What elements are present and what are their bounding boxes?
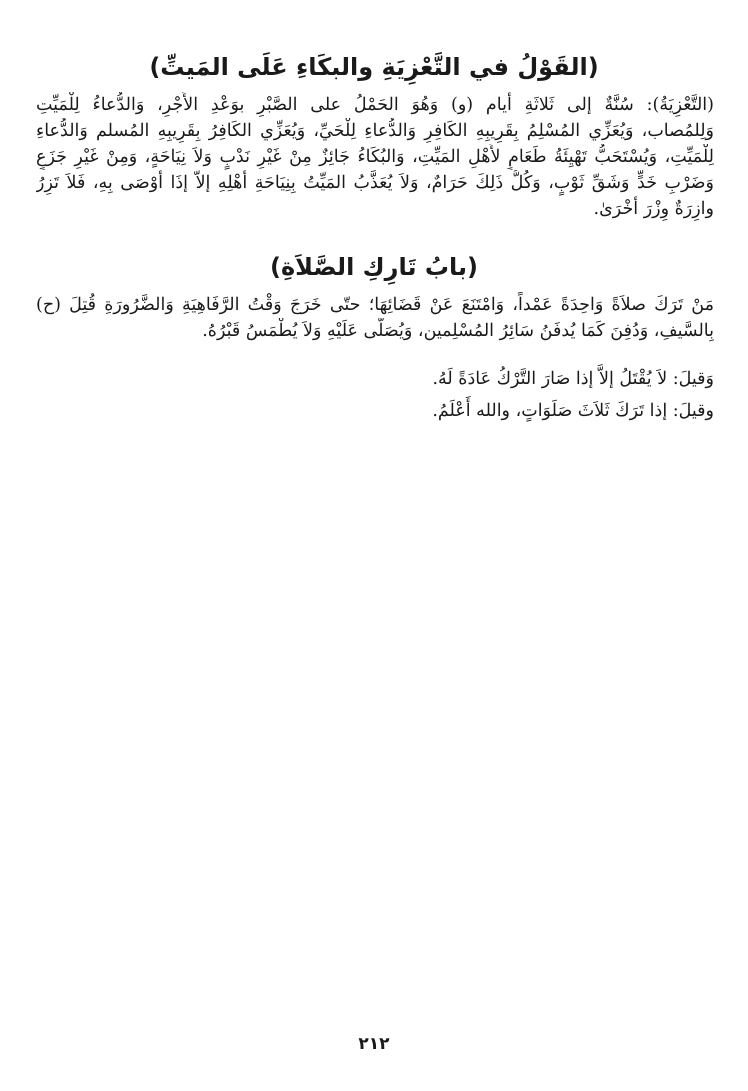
text-line: وَضَرْبِ خَدٍّ وَشَقِّ ثَوْبٍ، وَكُلُّ ذَلِكَ حَرَامٌ، وَلاَ يُعَذَّبُ المَيِّتُ بِنِيَاحَةِ أَهْلِهِ إلاَّ إذَا أَوْصَى بِهِ، فَلاَ تَزِرُ (36, 173, 714, 193)
paragraph-prayer-abandoner (36, 292, 714, 344)
paragraph-condolence (36, 92, 714, 222)
text-line: لِلْمَيِّتِ، وَيُسْتَحَبُّ تَهْيِئَةُ طَعَامٍ لأَهْلِ المَيِّتِ، وَالبُكَاءُ جَائِزٌ مِنْ غَيْرِ نَدْبٍ وَلاَ نِيَاحَةٍ، وَمِنْ غَيْرِ جَزَعٍ (36, 147, 714, 167)
section-heading-condolence: (القَوْلُ في التَّعْزِيَةِ والبكَاءِ عَلَى المَيتِّ) (149, 53, 599, 81)
opinion-two: وقيلَ: إذا تَرَكَ ثَلاَثَ صَلَوَاتٍ، والله أَعْلَمُ. (432, 401, 714, 421)
text-line: مَنْ تَرَكَ صلاَةً وَاحِدَةً عَمْداً، وَامْتَنَعَ عَنْ قَضَائِهَا؛ حتّى خَرَجَ وَقْتُ الرَّفَاهِيَةِ وَالضَّرُورَةِ قُتِلَ (ح) (36, 295, 714, 315)
text-line: (التَّعْزِيَةُ): سُنَّةٌ إلى ثَلاثَةِ أيام (و) وَهُوَ الحَمْلُ على الصَّبْرِ بوَعْدِ الأَجْرِ، وَالدُّعاءُ لِلْمَيِّتِ (36, 95, 714, 115)
text-line: بِالسَّيفِ، وَدُفِنَ كَمَا يُدفَنُ سَائِرُ المُسْلِمين، وَيُصَلَّى عَلَيْهِ وَلاَ يُطْمَسُ قَبْرُهُ. (202, 321, 714, 341)
opinion-one: وَقيلَ: لاَ يُقْتَلُ إلاَّ إذا صَارَ التَّرْكُ عَادَةً لَهُ. (432, 369, 714, 389)
section-heading-prayer-abandoner: (بابُ تَارِكِ الصَّلاَةِ) (270, 253, 478, 281)
text-line: وَلِلمُصاب، وَيُعَزِّي المُسْلِمُ بِقَرِيبِهِ الكَافِرِ وَالدُّعاءِ لِلْحَيِّ، وَيُعَزِّي الكَافِرُ بِقَرِيبِهِ المُسلم وَالدُّعاءِ (36, 121, 714, 141)
page-number: ٢١٢ (358, 1034, 390, 1054)
text-line: وازِرَةٌ وِزْرَ أُخْرَىٰ. (593, 199, 714, 219)
